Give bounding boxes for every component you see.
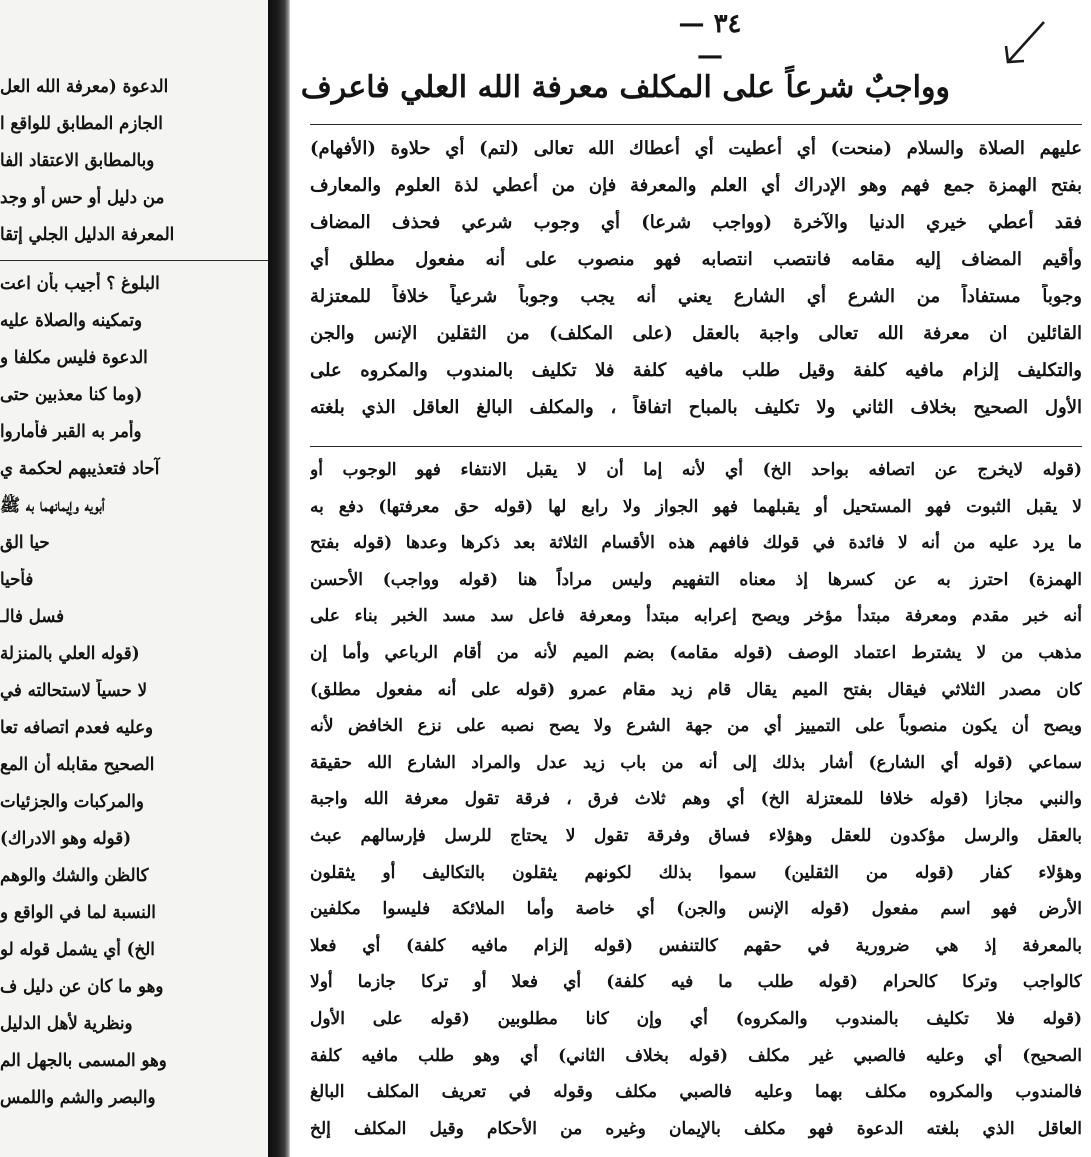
left-page-line: كالظن والشك والوهم [0, 866, 149, 886]
left-page-line: والمركبات والجزئيات [0, 792, 144, 812]
commentary-line: الأول الصحيح بخلاف الثاني ولا تكليف بالمباح اتفاقاً ، والمكلف البالغ العاقل الذي بلغته [310, 397, 1082, 418]
note-line: كان مصدر الثلاثي فيقال بفتح الميم يقال قام زيد مقام عمرو (قوله على أنه مفعول مطلق) [310, 679, 1082, 700]
left-page-line: (قوله وهو الادراك) [0, 829, 132, 849]
note-line: بالعقل والرسل مؤكدون للعقل وهؤلاء فساق وفرقة تقول لا يحتاج للرسل فإرسالهم عبث [310, 826, 1082, 846]
note-line: الهمزة) احترز به عن كسرها إذ معناه التفهيم وليس مراداً هنا (قوله وواجب) الأحسن [310, 569, 1082, 590]
note-line: مذهب من لا يشترط اعتماد الوصف (قوله مقامه) بضم الميم لأنه من أقام الرباعي وأما إن [310, 643, 1082, 663]
left-facing-page [0, 0, 269, 1157]
verse-line: وواجبٌ شرعاً على المكلف معرفة الله العلي فاعرف [300, 70, 950, 105]
commentary-line: والتكليف إلزام مافيه كلفة وقيل طلب مافيه كلفة فلا تكليف بالمندوب والمكروه على [310, 360, 1082, 381]
note-line: (قوله لايخرج عن اتصافه بواحد الخ) أي لأنه إما أن لا يقبل الانتفاء فهو الوجوب أو [310, 460, 1082, 480]
section-rule [310, 446, 1082, 447]
left-page-line: (وما كنا معذبين حتى [0, 385, 143, 405]
commentary-line: وجوباً مستفاداً من الشرع أي الشارع يعني أنه يجب وجوباً شرعياً خلافاً للمعتزلة [310, 286, 1082, 307]
commentary-line: فقد أعطي خيري الدنيا والآخرة (وواجب شرعا) أي وجوب شرعي فحذف المضاف [310, 212, 1082, 233]
note-line: وهؤلاء كفار (قوله من الثقلين) سموا بذلك لكونهم يثقلون بالتكاليف أو يثقلون [310, 862, 1082, 883]
commentary-line: عليهم الصلاة والسلام (منحت) أي أعطيت أي أعطاك الله تعالى (لتم) أي حلاوة (الأفهام) [310, 138, 1082, 159]
commentary-line: بفتح الهمزة جمع فهم وهو الإدراك أي العلم والمعرفة فإن من أعطي لذة العلوم والمعارف [310, 175, 1082, 196]
commentary-line: القائلين ان معرفة الله تعالى واجبة بالعقل (على المكلف) من الثقلين الإنس والجن [310, 323, 1082, 344]
left-page-line: وعليه فعدم اتصافه تعا [0, 718, 154, 738]
left-page-line: الجازم المطابق للواقع ا [0, 114, 163, 134]
left-page-rule [0, 260, 268, 261]
left-page-line: الخ) أي يشمل قوله لو [0, 940, 155, 960]
note-line: ويصح أن يكون منصوباً على التمييز أي من جهة الشرع ولا يصح نصبه على نزع الخافض لأنه [310, 716, 1082, 737]
left-page-line: النسبة لما في الواقع و [0, 903, 156, 923]
note-line: بالمعرفة إذ هي ضرورية في حقهم كالتنفس (قوله إلزام مافيه كلفة) أي فعلا [310, 935, 1082, 956]
left-page-line: الدعوة (معرفة الله العل [0, 77, 169, 97]
left-page-line: المعرفة الدليل الجلي إتقا [0, 225, 175, 245]
commentary-line: وأقيم المضاف إليه مقامه فانتصب انتصابه فهو منصوب على أنه مفعول مطلق أي [310, 249, 1082, 270]
note-line: (قوله فلا تكليف بالمندوب والمكروه) أي وإن كانا مطلوبين (قوله على الأول [310, 1009, 1082, 1029]
left-page-line: ونظرية لأهل الدليل [0, 1014, 133, 1034]
note-line: الصحيح) أي وعليه فالصبي غير مكلف (قوله بخلاف الثاني) أي وهو طلب مافيه كلفة [310, 1045, 1082, 1066]
left-page-line: أبويه وإيمانهما به ﷺ [0, 496, 105, 516]
note-line: أنه خبر مقدم ومعرفة مبتدأ مؤخر ويصح إعرابه مبتدأ ومعرفة فاعل سد مسد الخبر بناء على [310, 606, 1082, 627]
left-page-line: لا حسياً لاستحالته في [0, 681, 148, 701]
left-page-line: وأمر به القبر فأماروا [0, 422, 142, 442]
left-page-line: وهو ما كان عن دليل ف [0, 977, 164, 997]
note-line: والنبي مجازا (قوله خلافا للمعتزلة الخ) أي وهم ثلاث فرق ، فرقة تقول معرفة الله واجبة [310, 789, 1082, 810]
main-commentary [310, 136, 1082, 436]
left-page-line: الصحيح مقابله أن المع [0, 755, 155, 775]
note-line: سماعي (قوله أي الشارع) أشار بذلك إلى أنه من باب زيد عدل والمراد الشارع الله حقيقة [310, 752, 1082, 773]
note-line: فالمندوب والمكروه مكلف بهما وعليه فالصبي مكلف وقوله في تعريف المكلف البالغ [310, 1082, 1082, 1103]
verse-rule [310, 124, 1082, 125]
left-page-line: من دليل أو حس أو وجد [0, 188, 165, 208]
left-page-line: فسل فالـ [0, 607, 65, 627]
left-page-line: والبصر والشم واللمس [0, 1088, 156, 1108]
note-line: ما يرد عليه من أنه لا فائدة في قولك فافهم هذه الأقسام الثلاثة بعد ذكرها وعدها (قوله بفتح [310, 533, 1082, 554]
note-line: العاقل الذي بلغته الدعوة فهو مكلف بالإيمان وغيره من الأحكام وقيل المكلف إلخ [310, 1118, 1082, 1139]
left-page-line: (قوله العلي بالمنزلة [0, 644, 140, 664]
note-line: الأرض فهو اسم مفعول (قوله الإنس والجن) أي خاصة وأما الملائكة فليسوا مكلفين [310, 899, 1082, 920]
left-page-line: فأحيا [0, 570, 34, 590]
left-page-line: آحاد فتعذيبهم لحكمة ي [0, 459, 160, 479]
page-number: — ٣٤ — [678, 9, 742, 71]
marginal-notes [310, 456, 1082, 1156]
left-page-text [0, 75, 268, 1157]
left-page-line: البلوغ ؟ أجيب بأن اعت [0, 274, 160, 294]
main-page [290, 0, 1091, 1157]
book-gutter [268, 0, 290, 1157]
arrow-mark-icon [1002, 18, 1048, 68]
note-line: كالواجب وتركا كالحرام (قوله طلب ما فيه كلفة) أي فعلا أو تركا جازما أولا [310, 972, 1082, 993]
left-page-line: الدعوة فليس مكلفا و [0, 348, 148, 368]
left-page-line: وتمكينه والصلاة عليه [0, 311, 143, 331]
left-page-line: حيا الق [0, 533, 50, 553]
left-page-line: وهو المسمى بالجهل الم [0, 1051, 167, 1071]
left-page-line: وبالمطابق الاعتقاد الفا [0, 151, 155, 171]
note-line: لا يقبل الثبوت فهو المستحيل أو يقبلهما فهو الجواز ولا رابع لها (قوله حق معرفتها) دفع به [310, 496, 1082, 517]
